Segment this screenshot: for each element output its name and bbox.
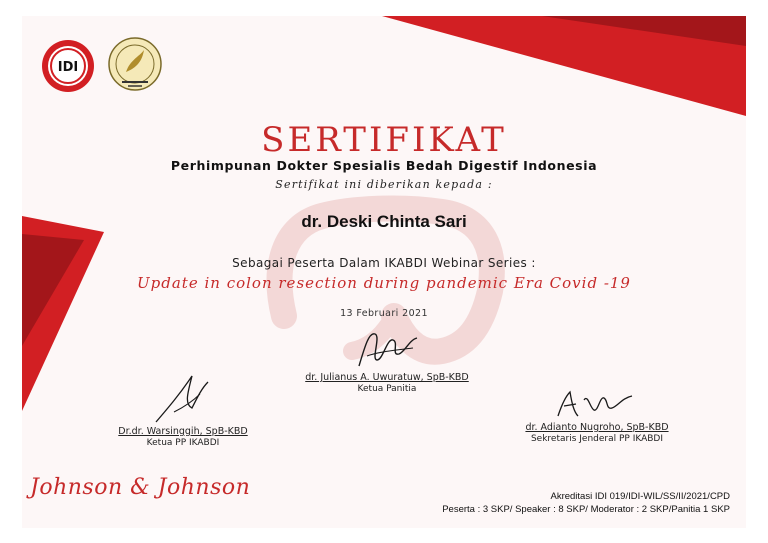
svg-text:IDI: IDI (57, 60, 79, 75)
signature-block-right (512, 422, 682, 444)
organization-name: Perhimpunan Dokter Spesialis Bedah Digestif Indonesia (170, 158, 598, 173)
accreditation-line: Akreditasi IDI 019/IDI-WIL/SS/II/2021/CPD (550, 491, 730, 502)
signatory-left-name: Dr.dr. Warsinggih, SpB-KBD (118, 426, 248, 437)
certificate-card (22, 16, 746, 528)
signatory-center-name: dr. Julianus A. Uwuratuw, SpB-KBD (305, 372, 469, 383)
signatory-left-role: Ketua PP IKABDI (146, 438, 220, 448)
signature-center-icon (347, 326, 427, 370)
certificate-title: SERTIFIKAT (261, 120, 507, 160)
signatory-center-role: Ketua Panitia (357, 384, 417, 394)
signatory-right-name: dr. Adianto Nugroho, SpB-KBD (525, 422, 669, 433)
signature-right-icon (552, 386, 642, 420)
idi-logo (40, 38, 96, 94)
webinar-topic: Update in colon resection during pandemic Era Covid -19 (137, 274, 631, 292)
ikabdi-logo (104, 34, 166, 96)
recipient-name: dr. Deski Chinta Sari (301, 212, 467, 231)
skp-line: Peserta : 3 SKP/ Speaker : 8 SKP/ Moderator : 2 SKP/Panitia 1 SKP (442, 504, 730, 515)
signature-block-left (108, 426, 258, 448)
signature-block-center (292, 372, 482, 394)
signature-left-icon (148, 368, 218, 424)
sponsor-logo: Johnson & Johnson (30, 475, 251, 500)
given-to-text: Sertifikat ini diberikan kepada : (275, 178, 493, 191)
accreditation-info (442, 490, 730, 516)
participant-line: Sebagai Peserta Dalam IKABDI Webinar Series : (232, 256, 536, 270)
event-date: 13 Februari 2021 (340, 308, 428, 319)
signatory-right-role: Sekretaris Jenderal PP IKABDI (530, 434, 664, 444)
